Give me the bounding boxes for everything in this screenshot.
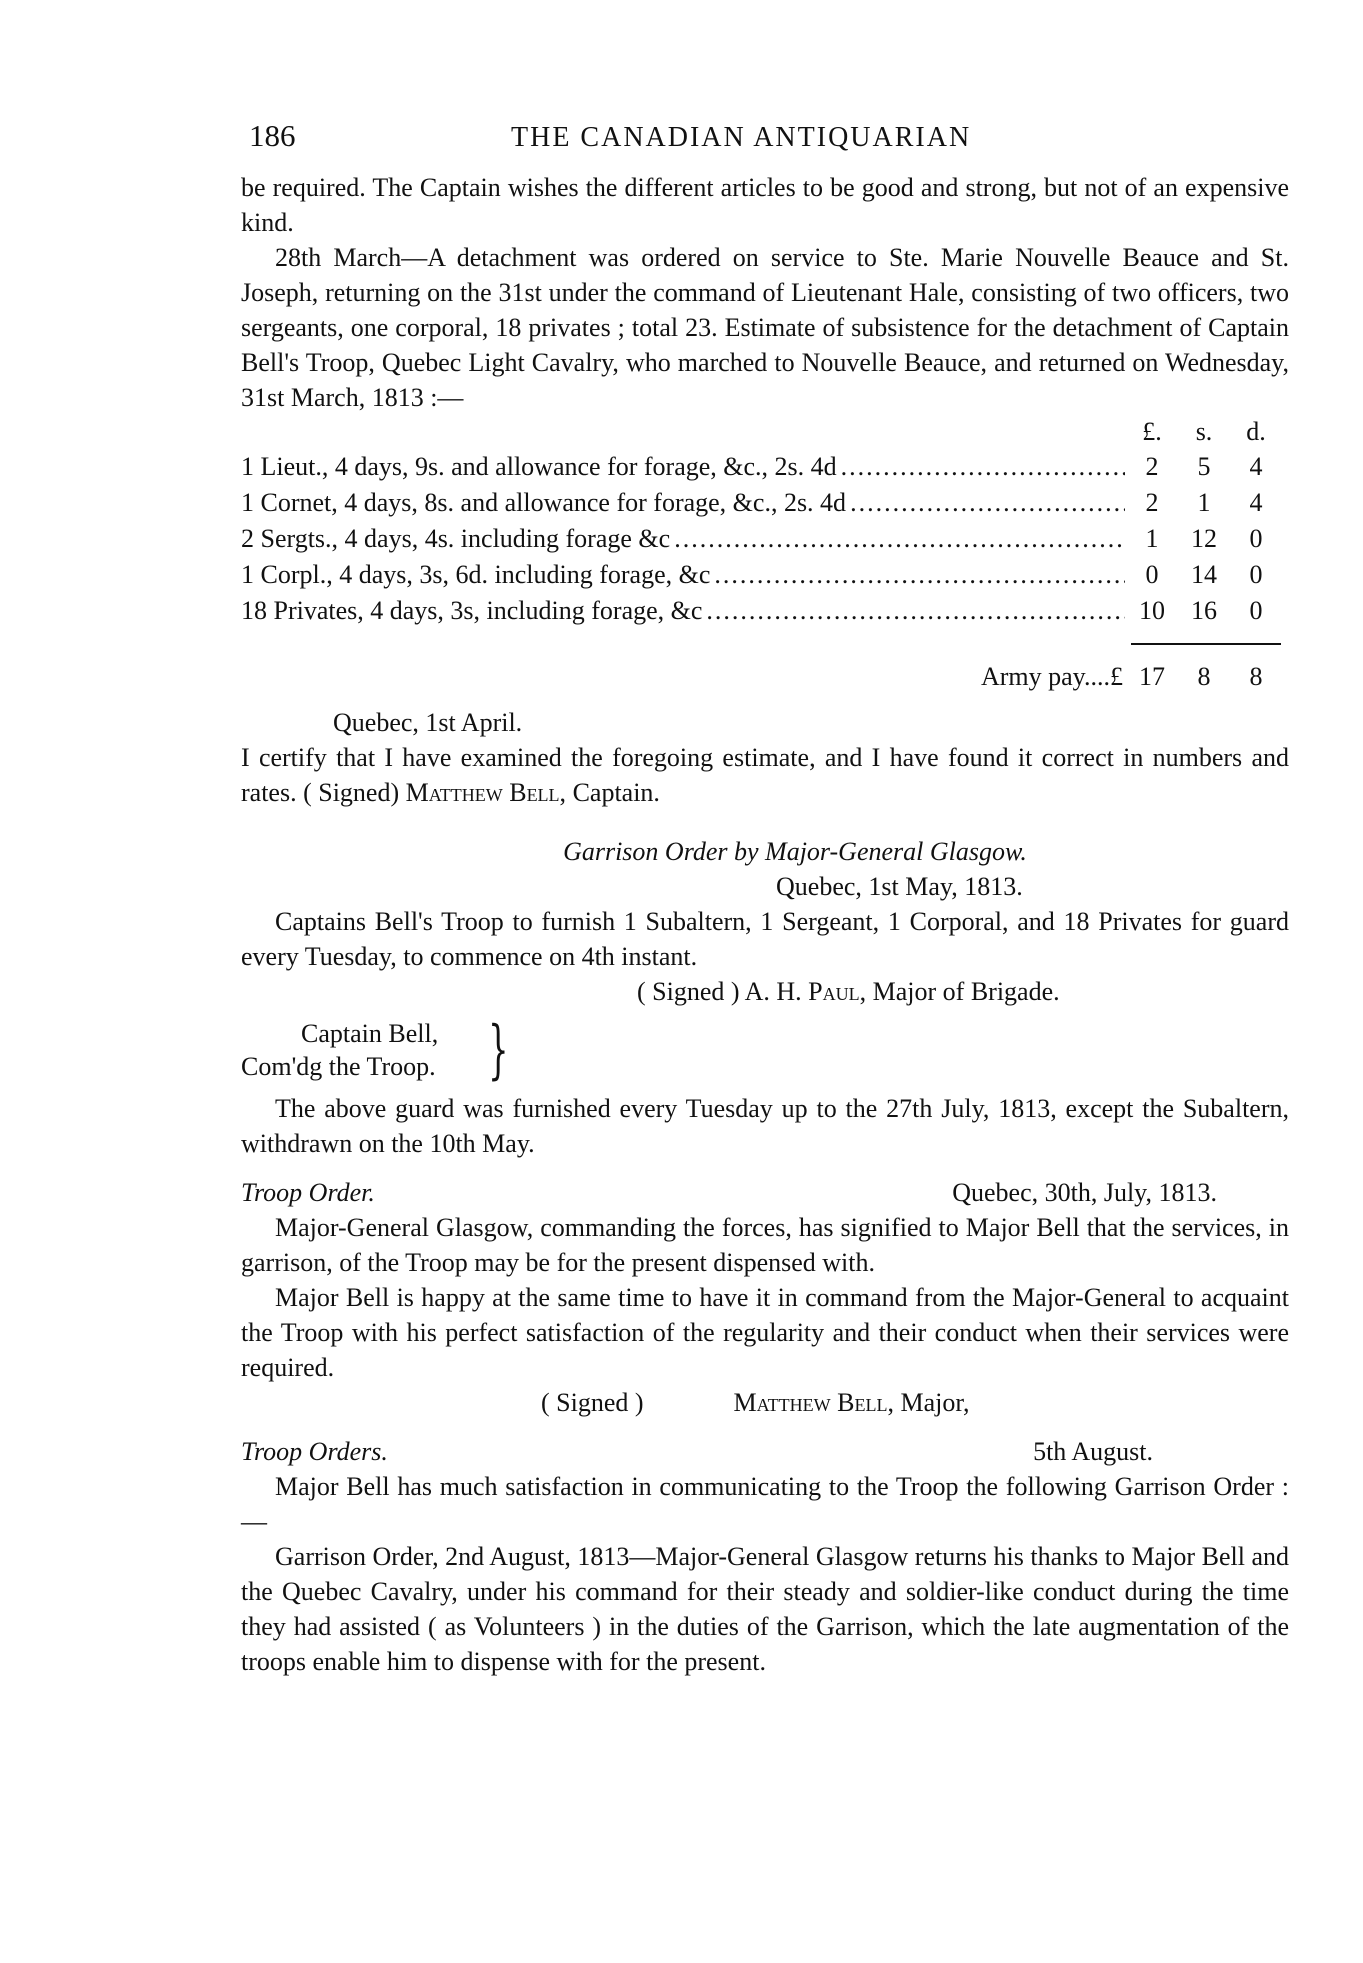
col-pence-header: d. — [1246, 417, 1266, 446]
certification-place-date: Quebec, 1st April. — [333, 708, 523, 737]
col-pounds-header: £. — [1142, 417, 1162, 446]
estimate-pounds: 0 — [1145, 560, 1159, 589]
estimate-row — [241, 557, 1289, 593]
certification-signer-title: Captain. — [572, 778, 660, 807]
estimate-pence: 0 — [1249, 524, 1263, 553]
guard-note: The above guard was furnished every Tuesday up to the 27th July, 1813, except the Subaltern, withdrawn on the 10th May. — [241, 1094, 1289, 1158]
troop-orders-paragraph-2: Garrison Order, 2nd August, 1813—Major-General Glasgow returns his thanks to Major Bell and the Quebec Cavalry, under his command for their steady and soldier-like conduct during the time they had assisted ( as Volunteers ) in the duties of the Garrison, which the late augmentation of the troops enable him to dispense with for the present. — [241, 1542, 1289, 1676]
page-header — [241, 118, 1289, 170]
total-pence: 8 — [1249, 662, 1263, 691]
total-label: Army pay....£ — [980, 662, 1123, 691]
leader-dots — [850, 485, 1125, 520]
leader-dots — [841, 449, 1125, 484]
estimate-shillings: 14 — [1191, 560, 1217, 589]
sum-rule — [241, 629, 1289, 659]
page-number: 186 — [249, 118, 296, 153]
estimate-pounds: 2 — [1145, 488, 1159, 517]
garrison-order-signature — [241, 974, 1289, 1009]
estimate-column-headers — [241, 417, 1289, 449]
troop-order-paragraph-2: Major Bell is happy at the same time to have it in command from the Major-General to acquaint the Troop with his perfect satisfaction of the regularity and their conduct when their services were required. — [241, 1283, 1289, 1382]
troop-order-place-date: Quebec, 30th, July, 1813. — [952, 1178, 1217, 1207]
troop-order-signature — [541, 1385, 1289, 1420]
troop-order-heading-line — [241, 1175, 1289, 1210]
total-shillings: 8 — [1197, 662, 1211, 691]
troop-order-heading: Troop Order. — [241, 1178, 375, 1207]
estimate-row — [241, 485, 1289, 521]
subsistence-estimate-table — [241, 417, 1289, 697]
paragraph-continuation: be required. The Captain wishes the different articles to be good and strong, but not of an expensive kind. — [241, 173, 1289, 237]
estimate-pence: 4 — [1249, 488, 1263, 517]
garrison-signed-prefix: ( Signed ) A. H. — [637, 977, 802, 1006]
estimate-pence: 0 — [1249, 560, 1263, 589]
estimate-pence: 0 — [1249, 596, 1263, 625]
troop-order-paragraph-1: Major-General Glasgow, commanding the forces, has signified to Major Bell that the services, in garrison, of the Troop may be for the present dispensed with. — [241, 1213, 1289, 1277]
estimate-pounds: 1 — [1145, 524, 1159, 553]
estimate-pence: 4 — [1249, 452, 1263, 481]
estimate-shillings: 1 — [1197, 488, 1211, 517]
estimate-row-label: 2 Sergts., 4 days, 4s. including forage &c — [241, 524, 671, 553]
troop-order-signer: Matthew Bell, — [733, 1388, 894, 1417]
addressee-line-1: Captain Bell, — [301, 1019, 439, 1048]
total-pounds: 17 — [1139, 662, 1165, 691]
garrison-order-text: Captains Bell's Troop to furnish 1 Subaltern, 1 Sergeant, 1 Corporal, and 18 Privates for guard every Tuesday, to commence on 4th instant. — [241, 907, 1289, 971]
certification-signer: Matthew Bell, — [405, 778, 567, 807]
estimate-pounds: 10 — [1139, 596, 1165, 625]
addressee-line-2: Com'dg the Troop. — [241, 1052, 436, 1081]
estimate-shillings: 16 — [1191, 596, 1217, 625]
garrison-signer-name: Paul, — [808, 977, 867, 1006]
troop-orders-heading-line — [241, 1434, 1289, 1469]
book-page — [241, 118, 1289, 1679]
certification-body: I certify that I have examined the foregoing estimate, and I have found it correct in numbers and rates. ( Signed) — [241, 743, 1289, 807]
addressee-block — [241, 1013, 1289, 1087]
troop-order-signer-title: Major, — [900, 1388, 970, 1417]
col-shillings-header: s. — [1195, 417, 1213, 446]
garrison-order-place-date: Quebec, 1st May, 1813. — [776, 872, 1023, 901]
estimate-shillings: 5 — [1197, 452, 1211, 481]
estimate-shillings: 12 — [1191, 524, 1217, 553]
estimate-row-label: 1 Corpl., 4 days, 3s, 6d. including forage, &c — [241, 560, 711, 589]
estimate-row — [241, 449, 1289, 485]
running-title: THE CANADIAN ANTIQUARIAN — [511, 122, 972, 153]
estimate-row-label: 18 Privates, 4 days, 3s, including forage, &c — [241, 596, 703, 625]
troop-orders-paragraph-1: Major Bell has much satisfaction in communicating to the Troop the following Garrison Order :— — [241, 1472, 1289, 1536]
estimate-row — [241, 521, 1289, 557]
brace-glyph: } — [488, 1013, 509, 1087]
troop-orders-date: 5th August. — [1033, 1437, 1153, 1466]
estimate-pounds: 2 — [1145, 452, 1159, 481]
estimate-total-row — [241, 659, 1289, 697]
paragraph-detachment: 28th March—A detachment was ordered on service to Ste. Marie Nouvelle Beauce and St. Joseph, returning on the 31st under the command of Lieutenant Hale, consisting of two officers, two sergeants, one corporal, 18 privates ; total 23. Estimate of subsistence for the detachment of Captain Bell's Troop, Quebec Light Cavalry, who marched to Nouvelle Beauce, and returned on Wednesday, 31st March, 1813 :— — [241, 243, 1289, 412]
garrison-signer-title: Major of Brigade. — [872, 977, 1060, 1006]
leader-dots — [674, 521, 1125, 556]
estimate-row-label: 1 Lieut., 4 days, 9s. and allowance for forage, &c., 2s. 4d — [241, 452, 837, 481]
estimate-row — [241, 593, 1289, 629]
garrison-order-heading: Garrison Order by Major-General Glasgow. — [563, 837, 1027, 866]
troop-orders-heading: Troop Orders. — [241, 1437, 388, 1466]
leader-dots — [706, 593, 1125, 628]
estimate-row-label: 1 Cornet, 4 days, 8s. and allowance for forage, &c., 2s. 4d — [241, 488, 847, 517]
certification-text — [241, 740, 1289, 810]
troop-order-signed: ( Signed ) — [541, 1388, 644, 1417]
leader-dots — [714, 557, 1125, 592]
